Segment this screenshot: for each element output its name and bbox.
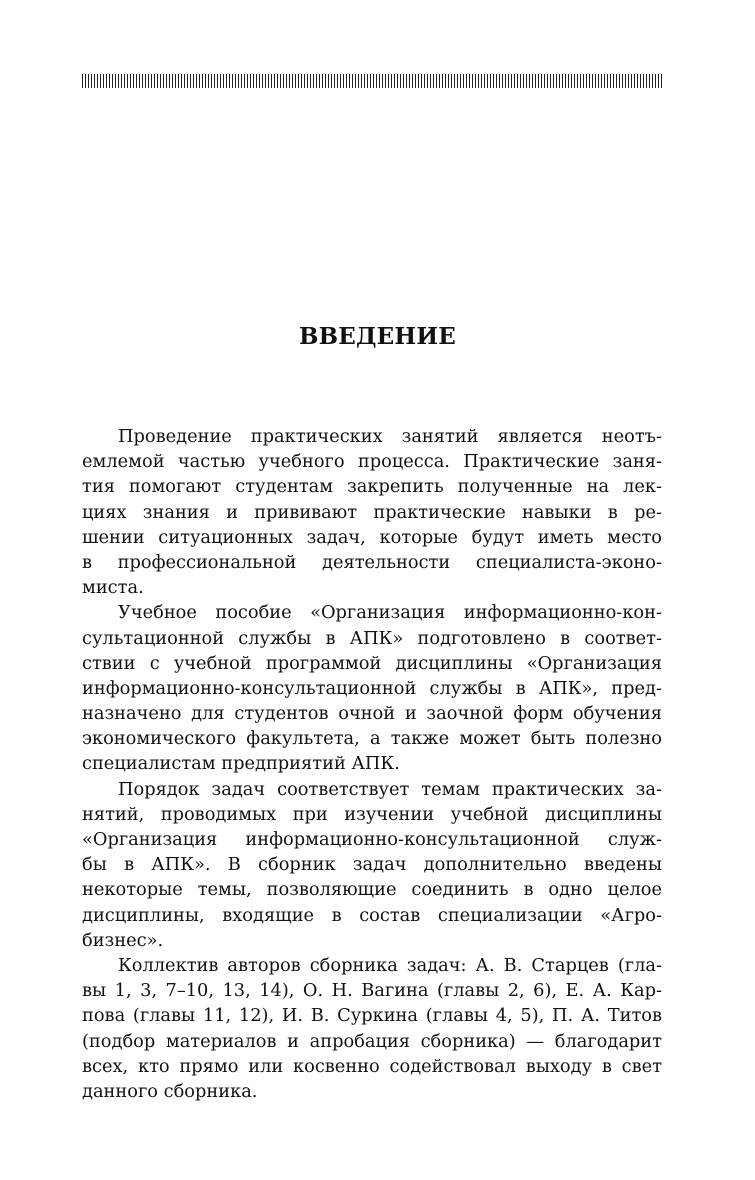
text-line: данного сборника. xyxy=(82,1080,258,1102)
page-title: ВВЕДЕНИЕ xyxy=(299,323,456,350)
text-line: шении ситуационных задач, которые будут иметь место xyxy=(82,526,662,548)
text-line: назначено для студентов очной и заочной форм обучения xyxy=(82,703,662,725)
text-line: Проведение практических занятий является неотъ- xyxy=(118,426,662,447)
text-line: информационно-консультационной службы в АПК», пред- xyxy=(82,677,662,699)
paragraph xyxy=(82,777,662,953)
text-line: всех, кто прямо или косвенно содействовал выходу в свет xyxy=(82,1055,662,1077)
text-line: (подбор материалов и апробация сборника) — благодарит xyxy=(82,1030,662,1052)
text-line: миста. xyxy=(82,577,144,599)
text-line: сультационной службы в АПК» подготовлено в соответ- xyxy=(82,627,662,649)
body-text xyxy=(82,424,662,1104)
text-line: пова (главы 11, 12), И. В. Суркина (главы 4, 5), П. А. Титов xyxy=(82,1005,662,1027)
text-line: «Организация информационно-консультационной служ- xyxy=(82,829,662,850)
text-line: ствии с учебной программой дисциплины «Организация xyxy=(82,652,662,674)
top-decorative-rule xyxy=(82,74,662,88)
paragraph xyxy=(82,953,662,1104)
text-line: бы в АПК». В сборник задач дополнительно введены xyxy=(82,854,662,876)
text-line: дисциплины, входящие в состав специализации «Агро- xyxy=(82,904,662,926)
paragraph xyxy=(82,424,662,600)
text-line: Порядок задач соответствует темам практических за- xyxy=(118,778,662,800)
text-line: экономического факультета, а также может быть полезно xyxy=(82,728,662,750)
text-line: Коллектив авторов сборника задач: А. В. Старцев (гла- xyxy=(118,954,662,976)
text-line: специалистам предприятий АПК. xyxy=(82,753,400,775)
text-line: в профессиональной деятельности специалиста-эконо- xyxy=(82,551,662,573)
text-line: вы 1, 3, 7–10, 13, 14), О. Н. Вагина (главы 2, 6), Е. А. Кар- xyxy=(82,980,662,1002)
text-line: циях знания и прививают практические навыки в ре- xyxy=(82,501,662,523)
text-line: нятий, проводимых при изучении учебной дисциплины xyxy=(82,803,662,825)
text-line: Учебное пособие «Организация информационно-кон- xyxy=(118,602,662,624)
text-line: тия помогают студентам закрепить полученные на лек- xyxy=(82,476,662,498)
text-line: бизнес». xyxy=(82,929,164,951)
text-line: емлемой частью учебного процесса. Практические заня- xyxy=(82,451,662,473)
text-line: некоторые темы, позволяющие соединить в одно целое xyxy=(82,879,662,901)
paragraph xyxy=(82,600,662,776)
